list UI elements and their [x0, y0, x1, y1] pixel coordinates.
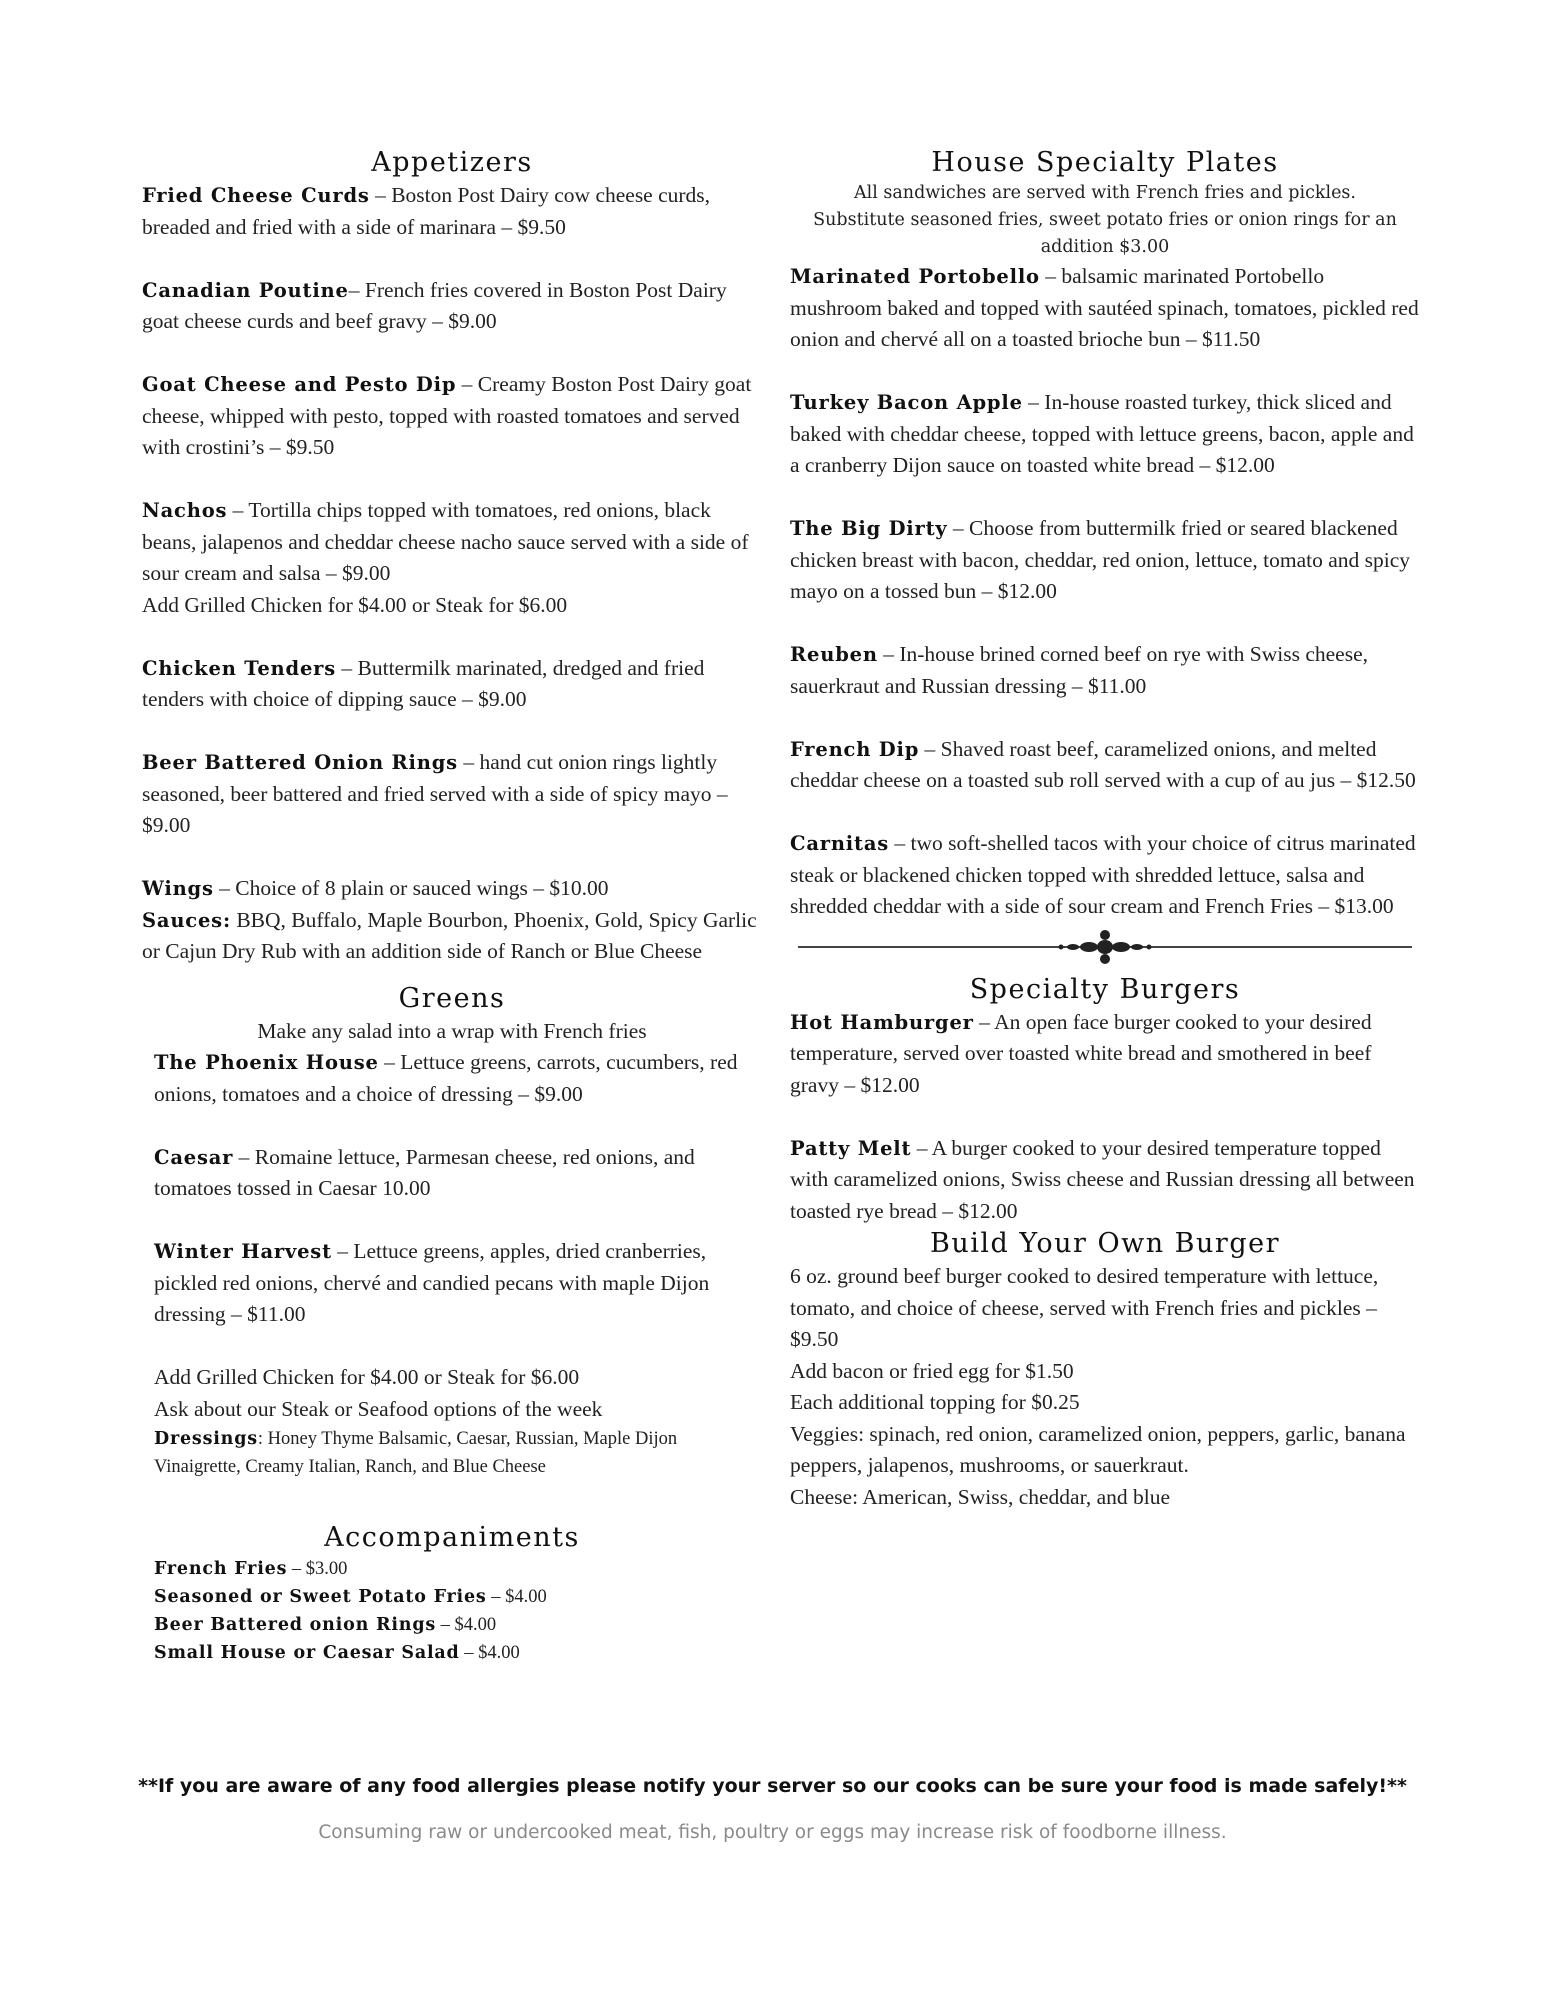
list-item: Small House or Caesar Salad – $4.00: [154, 1643, 520, 1663]
greens-title: Greens: [398, 982, 506, 1014]
house-note: All sandwiches are served with French fries and pickles. Substitute seasoned fries, sweet potato fries or onion rings for an addition $3.00: [813, 183, 1397, 257]
greens-list: [142, 1047, 762, 1481]
menu-item: Reuben – In-house brined corned beef on rye with Swiss cheese, sauerkraut and Russian dressing – $11.00: [790, 642, 1368, 698]
house-title: House Specialty Plates: [931, 147, 1279, 178]
accompaniments-title: Accompaniments: [324, 1522, 580, 1553]
menu-item: The Big Dirty – Choose from buttermilk fried or seared blackened chicken breast with bacon, cheddar, red onion, lettuce, tomato and spicy mayo on a tossed bun – $12.00: [790, 516, 1411, 603]
raw-food-disclaimer: Consuming raw or undercooked meat, fish, poultry or eggs may increase risk of foodborne illness.: [318, 1822, 1227, 1843]
sauces-text: BBQ, Buffalo, Maple Bourbon, Phoenix, Gold, Spicy Garlic or Cajun Dry Rub with an addition side of Ranch or Blue Cheese: [142, 907, 757, 963]
greens-add-line: Add Grilled Chicken for $4.00 or Steak for $6.00: [154, 1365, 580, 1389]
sauces-label: Sauces:: [142, 908, 231, 932]
menu-item: The Phoenix House – Lettuce greens, carrots, cucumbers, red onions, tomatoes and a choice of dressing – $9.00: [154, 1050, 738, 1106]
list-item: Seasoned or Sweet Potato Fries – $4.00: [154, 1587, 547, 1607]
menu-item: Canadian Poutine– French fries covered in Boston Post Dairy goat cheese curds and beef gravy – $9.00: [142, 277, 727, 333]
menu-item: Beer Battered Onion Rings – hand cut onion rings lightly seasoned, beer battered and fried served with a side of spicy mayo – $9.00: [142, 750, 728, 837]
menu-item: Goat Cheese and Pesto Dip – Creamy Boston Post Dairy goat cheese, whipped with pesto, topped with roasted tomatoes and served with crostini’s – $9.50: [142, 372, 752, 459]
appetizers-list: [142, 180, 762, 968]
greens-ask-line: Ask about our Steak or Seafood options of the week: [154, 1396, 603, 1421]
menu-item: Chicken Tenders – Buttermilk marinated, dredged and fried tenders with choice of dipping sauce – $9.00: [142, 655, 705, 711]
menu-item: Winter Harvest – Lettuce greens, apples, dried cranberries, pickled red onions, chervé and candied pecans with maple Dijon dressing – $11.00: [154, 1239, 710, 1326]
list-item: French Fries – $3.00: [154, 1559, 348, 1579]
list-item: Add bacon or fried egg for $1.50: [790, 1358, 1074, 1383]
accompaniments-list: [142, 1555, 762, 1667]
burgers-list: [790, 1007, 1420, 1228]
burgers-title: Specialty Burgers: [969, 973, 1241, 1005]
byo-title: Build Your Own Burger: [929, 1228, 1280, 1259]
byo-list: [790, 1261, 1420, 1513]
menu-item: Fried Cheese Curds – Boston Post Dairy cow cheese curds, breaded and fried with a side of marinara – $9.50: [142, 183, 711, 239]
menu-item: Patty Melt – A burger cooked to your desired temperature topped with caramelized onions, Swiss cheese and Russian dressing all between toasted rye bread – $12.00: [790, 1135, 1415, 1223]
list-item: Veggies: spinach, red onion, caramelized onion, peppers, garlic, banana peppers, jalapenos, mushrooms, or sauerkraut.: [790, 1421, 1406, 1477]
list-item: Each additional topping for $0.25: [790, 1390, 1080, 1414]
left-column: [142, 146, 762, 1667]
dressings-line: Dressings: Honey Thyme Balsamic, Caesar, Russian, Maple Dijon Vinaigrette, Creamy Italian, Ranch, and Blue Cheese: [154, 1429, 678, 1477]
appetizers-title: Appetizers: [371, 147, 533, 178]
list-item: Cheese: American, Swiss, cheddar, and blue: [790, 1484, 1171, 1509]
menu-item: Caesar – Romaine lettuce, Parmesan cheese, red onions, and tomatoes tossed in Caesar 10.00: [154, 1144, 695, 1200]
ornamental-flourish-icon: [1045, 929, 1165, 965]
right-column: [790, 146, 1420, 1513]
greens-note: Make any salad into a wrap with French fries: [257, 1018, 647, 1043]
menu-item: French Dip – Shaved roast beef, caramelized onions, and melted cheddar cheese on a toasted sub roll served with a cup of au jus – $12.50: [790, 736, 1416, 792]
allergy-notice: **If you are aware of any food allergies please notify your server so our cooks can be sure your food is made safely!**: [138, 1775, 1407, 1797]
menu-item: Turkey Bacon Apple – In-house roasted turkey, thick sliced and baked with cheddar cheese, topped with lettuce greens, bacon, apple and a cranberry Dijon sauce on toasted white bread – $12.00: [790, 390, 1414, 477]
menu-item: Carnitas – two soft-shelled tacos with your choice of citrus marinated steak or blackened chicken topped with shredded lettuce, salsa and shredded cheddar with a side of sour cream and French Fries – $13.00: [790, 831, 1416, 918]
list-item: Beer Battered onion Rings – $4.00: [154, 1615, 497, 1635]
list-item: 6 oz. ground beef burger cooked to desired temperature with lettuce, tomato, and choice of cheese, served with French fries and pickles – $9.50: [790, 1264, 1379, 1351]
menu-item: Nachos – Tortilla chips topped with tomatoes, red onions, black beans, jalapenos and cheddar cheese nacho sauce served with a side of sour cream and salsa – $9.00 Add Grilled Chicken for $4.00 or Steak for $6.00: [142, 498, 749, 617]
menu-item: Hot Hamburger – An open face burger cooked to your desired temperature, served over toasted white bread and smothered in beef gravy – $12.00: [790, 1009, 1372, 1097]
menu-item: Wings – Choice of 8 plain or sauced wings – $10.00 Sauces: BBQ, Buffalo, Maple Bourbon, Phoenix, Gold, Spicy Garlic or Cajun Dry Rub with an addition side of Ranch or Blue Cheese: [142, 876, 757, 963]
house-list: [790, 261, 1420, 923]
menu-item: Marinated Portobello – balsamic marinated Portobello mushroom baked and topped with sautéed spinach, tomatoes, pickled red onion and chervé all on a toasted brioche bun – $11.50: [790, 264, 1419, 351]
ornamental-divider: [790, 927, 1420, 967]
